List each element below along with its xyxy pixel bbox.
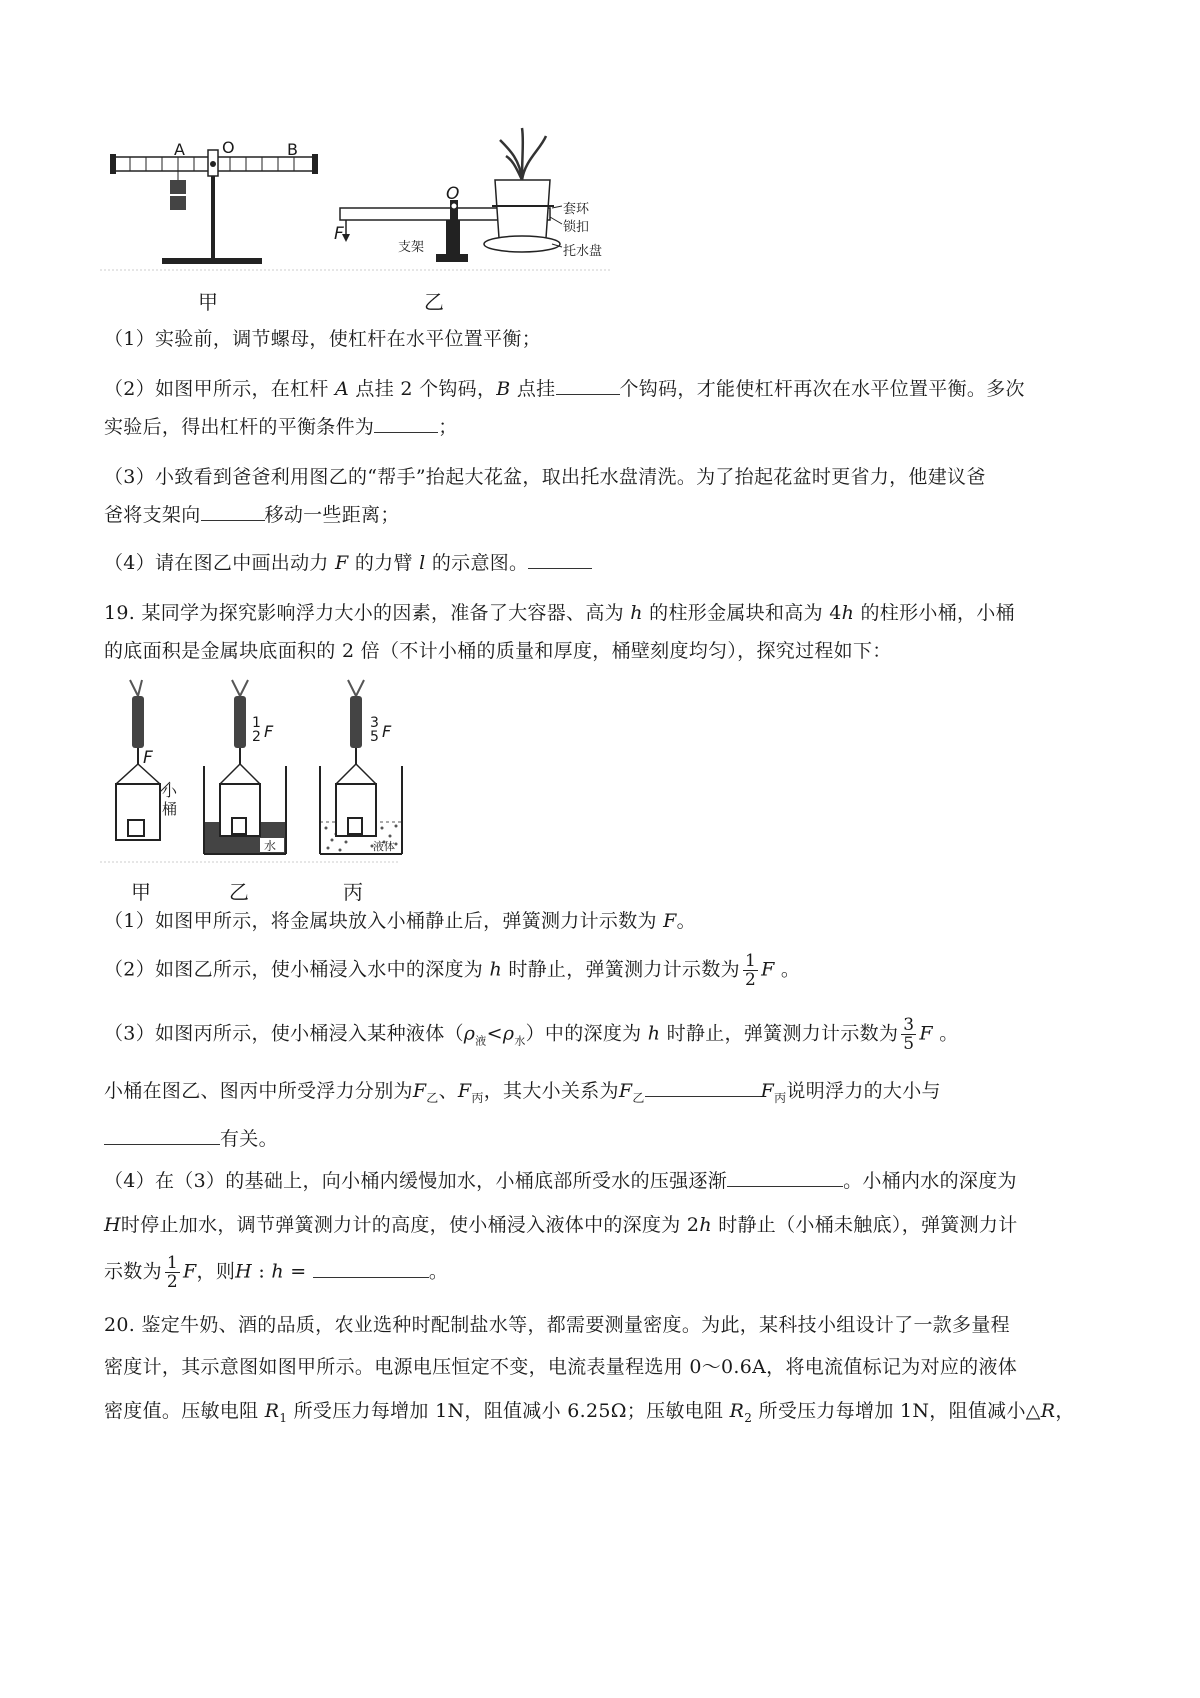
figure-buoyancy-buckets	[100, 672, 420, 872]
q20-line2: 密度计，其示意图如图甲所示。电源电压恒定不变，电流表量程选用 0～0.6A，将电流值标记为对应的液体	[104, 1356, 1018, 1378]
q18-part3-line2: 爸将支架向 移动一些距离；	[104, 504, 400, 526]
q18-part2-line2: 实验后，得出杠杆的平衡条件为 ；	[104, 416, 458, 438]
water-label: 水	[264, 839, 277, 853]
q20-line1: 20. 鉴定牛奶、酒的品质，农业选种时配制盐水等，都需要测量密度。为此，某科技小组设计了一款多量程	[104, 1314, 1010, 1336]
q18-part1: （1）实验前，调节螺母，使杠杆在水平位置平衡；	[104, 328, 541, 350]
bucket-bing-reading: 3 5	[370, 715, 379, 745]
figure2-label-yi: 乙	[229, 880, 249, 904]
lifter-point-o: O	[446, 184, 460, 204]
answer-blank[interactable]	[556, 376, 620, 395]
q18-part3-line1: （3）小致看到爸爸利用图乙的“帮手”抬起大花盆，取出托水盘清洗。为了抬起花盆时更省力，他建议爸	[104, 466, 986, 488]
q19-step3-related: 有关。	[104, 1124, 278, 1154]
answer-blank[interactable]	[313, 1259, 429, 1278]
answer-blank[interactable]	[201, 502, 265, 521]
bucket-label: 小桶	[162, 782, 178, 818]
q20-line3: 密度值。压敏电阻 $R_1$ 所受压力每增加 1N，阻值减小 6.25Ω；压敏电阻 $R_2$ 所受压力每增加 1N，阻值减小△R，	[104, 1400, 1075, 1425]
figure2-label-bing: 丙	[343, 880, 363, 904]
bucket-yi-reading: 1 2	[252, 715, 261, 745]
q18-part4: （4）请在图乙中画出动力 F 的力臂 l 的示意图。	[104, 548, 592, 578]
lever-point-b: B	[287, 140, 298, 159]
q19-intro-line1: 19. 某同学为探究影响浮力大小的因素，准备了大容器、高为 h 的柱形金属块和高为 4h 的柱形小桶，小桶	[104, 602, 1015, 624]
q19-step4-line1: （4）在（3）的基础上，向小桶内缓慢加水，小桶底部所受水的压强逐渐 。小桶内水的深度为	[104, 1170, 1017, 1192]
lever-point-o: O	[222, 138, 235, 157]
q19-step4-line3: 示数为 $\frac{1}{2}$ F，则H : h = 。	[104, 1253, 449, 1292]
answer-blank[interactable]	[374, 414, 438, 433]
q19-step3-buoyancy: 小桶在图乙、图丙中所受浮力分别为$F_乙$、$F_丙$，其大小关系为$F_乙$ $F_丙$说明浮力的大小与	[104, 1080, 941, 1105]
answer-blank[interactable]	[528, 550, 592, 569]
q19-intro-line2: 的底面积是金属块底面积的 2 倍（不计小桶的质量和厚度，桶壁刻度均匀），探究过程如下：	[104, 640, 892, 662]
figure-label-yi: 乙	[424, 290, 444, 314]
lifter-support-label: 支架	[398, 240, 425, 255]
answer-blank[interactable]	[727, 1168, 843, 1187]
answer-blank[interactable]	[104, 1126, 220, 1145]
liquid-label: 液体	[373, 840, 395, 853]
bucket-yi-f: F	[264, 722, 274, 741]
q19-step4-line2: H时停止加水，调节弹簧测力计的高度，使小桶浸入液体中的深度为 2h 时静止（小桶未触底），弹簧测力计	[104, 1214, 1018, 1236]
q19-step3: （3）如图丙所示，使小桶浸入某种液体$(\rho_液<\rho_水)$中的深度为 h 时静止，弹簧测力计示数为 $\frac{3}{5}$ F 。	[104, 1015, 959, 1054]
q19-step2: （2）如图乙所示，使小桶浸入水中的深度为 h 时静止，弹簧测力计示数为 $\frac{1}{2}$ F 。	[104, 951, 801, 990]
lifter-lock-label: 锁扣	[563, 220, 590, 235]
figure-label-jia: 甲	[198, 290, 218, 314]
q18-part2-line1: （2）如图甲所示，在杠杆 A 点挂 2 个钩码，B 点挂 个钩码，才能使杠杆再次在水平位置平衡。多次	[104, 378, 1025, 400]
lifter-force-f: F	[334, 224, 344, 244]
lifter-ring-label: 套环	[563, 202, 590, 217]
figure2-label-jia: 甲	[131, 880, 151, 904]
answer-blank[interactable]	[645, 1078, 761, 1097]
bucket-bing-f: F	[382, 722, 392, 741]
lifter-tray-label: 托水盘	[563, 244, 603, 259]
q19-step1: （1）如图甲所示，将金属块放入小桶静止后，弹簧测力计示数为 F。	[104, 910, 696, 932]
lever-point-a: A	[174, 140, 185, 159]
bucket-jia-force-f: F	[143, 748, 153, 768]
